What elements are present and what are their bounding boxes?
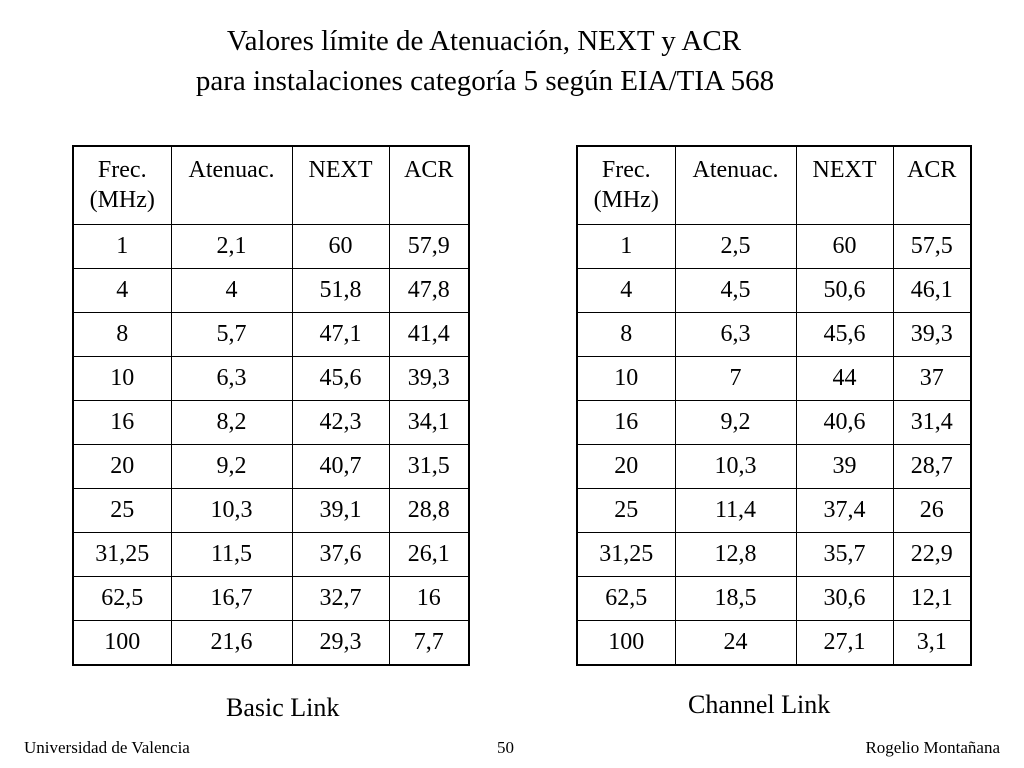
cell-next: 30,6	[796, 576, 893, 620]
cell-frequency: 62,5	[577, 576, 675, 620]
table-header-row	[73, 146, 469, 224]
header-frequency: Frec. (MHz)	[73, 146, 171, 224]
cell-frequency: 100	[577, 620, 675, 665]
footer-institution: Universidad de Valencia	[24, 738, 190, 757]
table-row	[577, 620, 971, 665]
cell-attenuation: 7	[675, 356, 796, 400]
cell-attenuation: 2,5	[675, 224, 796, 268]
cell-next: 60	[292, 224, 389, 268]
cell-next: 35,7	[796, 532, 893, 576]
table-row	[73, 224, 469, 268]
cell-attenuation: 2,1	[171, 224, 292, 268]
cell-frequency: 16	[73, 400, 171, 444]
cell-frequency: 8	[577, 312, 675, 356]
channel-link-caption: Channel Link	[688, 690, 831, 719]
cell-acr: 46,1	[893, 268, 971, 312]
cell-attenuation: 10,3	[675, 444, 796, 488]
table-row	[577, 224, 971, 268]
cell-attenuation: 4,5	[675, 268, 796, 312]
cell-next: 40,6	[796, 400, 893, 444]
cell-frequency: 4	[73, 268, 171, 312]
cell-frequency: 10	[73, 356, 171, 400]
header-acr: ACR	[389, 146, 469, 224]
cell-frequency: 1	[73, 224, 171, 268]
cell-acr: 7,7	[389, 620, 469, 665]
cell-acr: 3,1	[893, 620, 971, 665]
cell-frequency: 4	[577, 268, 675, 312]
cell-next: 37,4	[796, 488, 893, 532]
table-row	[73, 444, 469, 488]
cell-acr: 34,1	[389, 400, 469, 444]
cell-next: 42,3	[292, 400, 389, 444]
header-attenuation: Atenuac.	[171, 146, 292, 224]
cell-next: 39,1	[292, 488, 389, 532]
header-attenuation: Atenuac.	[675, 146, 796, 224]
table-row	[577, 488, 971, 532]
cell-frequency: 20	[73, 444, 171, 488]
cell-attenuation: 11,4	[675, 488, 796, 532]
cell-attenuation: 11,5	[171, 532, 292, 576]
cell-attenuation: 6,3	[675, 312, 796, 356]
cell-next: 51,8	[292, 268, 389, 312]
cell-acr: 57,5	[893, 224, 971, 268]
basic-link-table	[72, 145, 470, 666]
cell-attenuation: 9,2	[171, 444, 292, 488]
cell-next: 45,6	[292, 356, 389, 400]
footer-author: Rogelio Montañana	[865, 738, 1000, 757]
cell-next: 27,1	[796, 620, 893, 665]
cell-acr: 22,9	[893, 532, 971, 576]
slide-title-line-2: para instalaciones categoría 5 según EIA/TIA 568	[195, 65, 775, 97]
table-row	[577, 356, 971, 400]
cell-acr: 28,7	[893, 444, 971, 488]
cell-attenuation: 5,7	[171, 312, 292, 356]
cell-attenuation: 24	[675, 620, 796, 665]
cell-frequency: 100	[73, 620, 171, 665]
cell-frequency: 62,5	[73, 576, 171, 620]
cell-attenuation: 16,7	[171, 576, 292, 620]
cell-attenuation: 9,2	[675, 400, 796, 444]
header-frequency: Frec. (MHz)	[577, 146, 675, 224]
table-row	[73, 488, 469, 532]
table-row	[577, 444, 971, 488]
cell-acr: 16	[389, 576, 469, 620]
basic-link-caption: Basic Link	[226, 693, 340, 722]
table-row	[73, 356, 469, 400]
cell-next: 45,6	[796, 312, 893, 356]
cell-frequency: 31,25	[73, 532, 171, 576]
cell-next: 44	[796, 356, 893, 400]
slide-title-line-1: Valores límite de Atenuación, NEXT y ACR	[226, 25, 742, 57]
cell-frequency: 16	[577, 400, 675, 444]
table-row	[73, 312, 469, 356]
table-row	[577, 400, 971, 444]
cell-acr: 26	[893, 488, 971, 532]
header-next: NEXT	[796, 146, 893, 224]
cell-acr: 57,9	[389, 224, 469, 268]
table-row	[577, 532, 971, 576]
header-next: NEXT	[292, 146, 389, 224]
header-acr: ACR	[893, 146, 971, 224]
table-row	[73, 620, 469, 665]
cell-attenuation: 21,6	[171, 620, 292, 665]
table-row	[73, 268, 469, 312]
channel-link-table	[576, 145, 972, 666]
cell-attenuation: 12,8	[675, 532, 796, 576]
cell-attenuation: 18,5	[675, 576, 796, 620]
table-row	[577, 576, 971, 620]
cell-next: 40,7	[292, 444, 389, 488]
cell-attenuation: 10,3	[171, 488, 292, 532]
cell-acr: 12,1	[893, 576, 971, 620]
cell-acr: 28,8	[389, 488, 469, 532]
cell-frequency: 1	[577, 224, 675, 268]
table-row	[73, 576, 469, 620]
cell-next: 37,6	[292, 532, 389, 576]
cell-acr: 39,3	[893, 312, 971, 356]
cell-frequency: 20	[577, 444, 675, 488]
table-row	[577, 268, 971, 312]
cell-attenuation: 4	[171, 268, 292, 312]
cell-acr: 37	[893, 356, 971, 400]
cell-next: 50,6	[796, 268, 893, 312]
cell-acr: 41,4	[389, 312, 469, 356]
cell-next: 32,7	[292, 576, 389, 620]
cell-next: 29,3	[292, 620, 389, 665]
cell-frequency: 8	[73, 312, 171, 356]
cell-acr: 31,4	[893, 400, 971, 444]
table-row	[577, 312, 971, 356]
table-row	[73, 532, 469, 576]
cell-attenuation: 6,3	[171, 356, 292, 400]
cell-acr: 47,8	[389, 268, 469, 312]
cell-next: 60	[796, 224, 893, 268]
cell-acr: 39,3	[389, 356, 469, 400]
cell-next: 39	[796, 444, 893, 488]
cell-frequency: 25	[73, 488, 171, 532]
cell-frequency: 31,25	[577, 532, 675, 576]
cell-next: 47,1	[292, 312, 389, 356]
cell-attenuation: 8,2	[171, 400, 292, 444]
cell-frequency: 25	[577, 488, 675, 532]
table-header-row	[577, 146, 971, 224]
table-row	[73, 400, 469, 444]
cell-acr: 26,1	[389, 532, 469, 576]
cell-acr: 31,5	[389, 444, 469, 488]
footer-page-number: 50	[497, 738, 514, 757]
cell-frequency: 10	[577, 356, 675, 400]
